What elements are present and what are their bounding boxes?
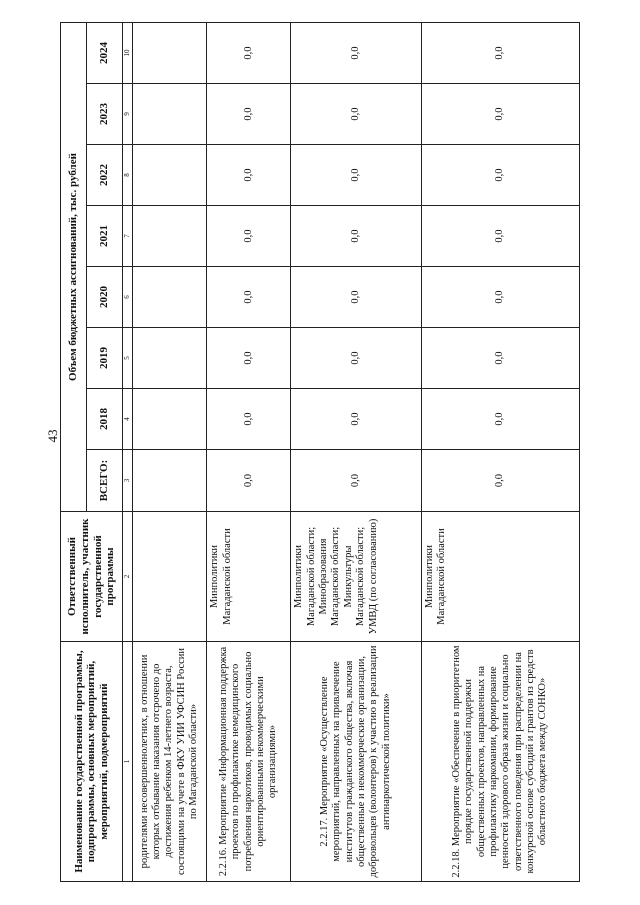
row-value: 0,0 [421,389,579,450]
row-value: 0,0 [421,267,579,328]
column-number: 3 [123,450,133,512]
column-number: 7 [123,206,133,267]
row-value: 0,0 [207,328,291,389]
row-value: 0,0 [291,267,421,328]
header-year: 2021 [87,206,123,267]
row-value: 0,0 [291,145,421,206]
row-name: родителями несовершеннолетних, в отношении которых отбывание наказания отсрочено до достижения ребенком 14-летнего возраста, состоящими на учете в ФКУ УИИ УФСИН России по Магаданской области» [133,642,207,882]
header-year: 2020 [87,267,123,328]
row-value: 0,0 [291,22,421,83]
table-row [207,22,291,881]
column-number: 9 [123,84,133,145]
row-total: 0,0 [421,450,579,512]
row-name: 2.2.18. Мероприятие «Обеспечение в приоритетном порядке государственной поддержки общественных проектов, направленных на профилактику наркомании, формирование ценностей здорового образа жизни и социально ответственного поведения при распределении на конкурсной основе субсидий и грантов из средств областного бюджета между СОНКО» [421,642,579,882]
column-number: 5 [123,328,133,389]
header-year: 2023 [87,84,123,145]
row-value: 0,0 [421,206,579,267]
row-value: 0,0 [421,328,579,389]
row-name: 2.2.17. Мероприятие «Осуществление мероприятий, направленных на привлечение институтов гражданского общества, включая общественные и некоммерческие организации, добровольцев (волонтеров) к участию в реализации антинаркотической политики» [291,642,421,882]
row-name: 2.2.16. Мероприятие «Информационная поддержка проектов по профилактике немедицинского потребления наркотиков, проводимых социально ориентированными некоммерческими организациями» [207,642,291,882]
column-number: 1 [123,642,133,882]
row-responsible: Минполитики Магаданской области [421,512,579,642]
column-number: 8 [123,145,133,206]
header-year: 2019 [87,328,123,389]
header-responsible: Ответственный исполнитель, участник государственной программы [61,512,123,642]
table-row [421,22,579,881]
budget-table [60,22,580,882]
row-total [133,450,207,512]
row-responsible: Минполитики Магаданской области; Минобразования Магаданской области; Минкультуры Магаданской области; УМВД (по согласованию) [291,512,421,642]
row-total: 0,0 [291,450,421,512]
row-value: 0,0 [207,145,291,206]
row-value [133,328,207,389]
row-value: 0,0 [207,206,291,267]
row-value: 0,0 [291,389,421,450]
table-row [133,22,207,881]
row-responsible: Минполитики Магаданской области [207,512,291,642]
row-value: 0,0 [207,389,291,450]
page-number: 43 [45,429,60,443]
row-value [133,22,207,83]
header-year: 2024 [87,22,123,83]
row-value [133,145,207,206]
row-total: 0,0 [207,450,291,512]
row-value: 0,0 [291,84,421,145]
row-value: 0,0 [207,22,291,83]
row-value: 0,0 [291,206,421,267]
table-row [291,22,421,881]
row-value: 0,0 [207,84,291,145]
column-number: 2 [123,512,133,642]
row-value: 0,0 [207,267,291,328]
row-value: 0,0 [421,22,579,83]
column-number: 6 [123,267,133,328]
column-number: 10 [123,22,133,83]
row-value: 0,0 [291,328,421,389]
row-value: 0,0 [421,145,579,206]
row-responsible [133,512,207,642]
row-value [133,84,207,145]
header-total: ВСЕГО: [87,450,123,512]
row-value [133,389,207,450]
header-year: 2022 [87,145,123,206]
row-value [133,206,207,267]
header-name: Наименование государственной программы, подпрограммы, основных мероприятий, мероприятий, подмероприятий [61,642,123,882]
rotated-table-wrapper [60,22,580,882]
row-value [133,267,207,328]
header-volume: Объем бюджетных ассигнований, тыс. рублей [61,22,87,511]
row-value: 0,0 [421,84,579,145]
column-number: 4 [123,389,133,450]
header-year: 2018 [87,389,123,450]
